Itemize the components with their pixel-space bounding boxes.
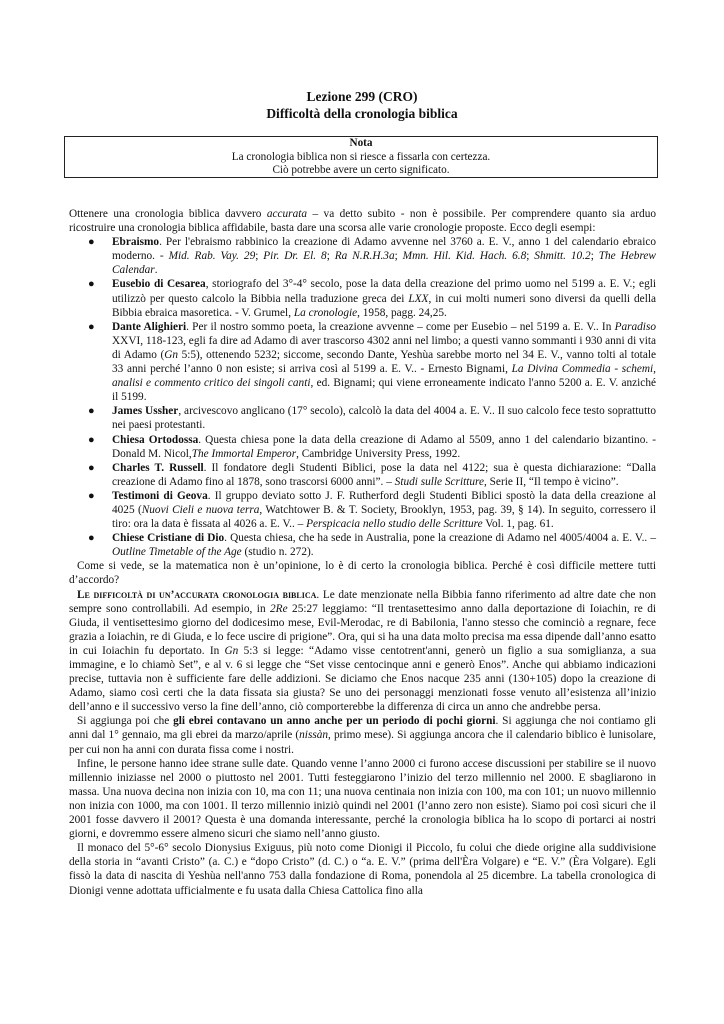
item-citation: Paradiso <box>614 320 656 333</box>
item-citation: Pir. Dr. El. 8 <box>263 250 327 263</box>
item-text: . Questa chiesa pone la data della creazione di Adamo al 5509, anno 1 del calendario bizantino. - Donald M. Nicol, <box>112 433 657 460</box>
list-item <box>69 489 656 531</box>
paragraph-monaco: Il monaco del 5°-6° secolo Dionysius Exiguus, più noto come Dionigi il Piccolo, fu colui che diede origine alla suddivisione della storia in “avanti Cristo” (a. C.) e “dopo Cristo” (d. C.) o “a. E. V.” (prima dell'Èra Volgare) e “E. V.” (Èra Volgare). Egli fissò la data di nascita di Yeshùa nell'anno 753 dalla fondazione di Roma, ponendola al 25 dicembre. La tabella cronologica di Dionigi venne adottata ufficialmente e fu usata dalla Chiesa Cattolica fino alla <box>69 842 656 897</box>
bullet-icon: ● <box>88 278 95 291</box>
item-text: 5:5), ottenendo 5232; siccome, secondo Dante, Yeshùa sarebbe morto nel 34 E. V., vanno tolti al totale 33 anni perché l’anno 0 non esiste; si arriva così al 5199 a. E. V.. - Ernesto Bignami, <box>112 348 656 376</box>
item-citation: La Divina Commedia - schemi, analisi e commento critico dei singoli canti <box>112 363 656 390</box>
intro-text-2: – va detto subito - non è possibile. Per comprendere quanto sia arduo ricostruire una cronologia biblica affidabile, basta dare una scorsa alle varie cronologie proposte. Ecco degli esempi: <box>69 208 656 235</box>
bullet-icon: ● <box>88 405 95 418</box>
item-text: Vol. 1, pag. 61. <box>482 518 554 531</box>
paragraph-infine: Infine, le persone hanno idee strane sulle date. Quando venne l’anno 2000 ci furono accese discussioni per stabilire se il nuovo millennio iniziasse nel 2000 o piuttosto nel 2001. Tutti festeggiarono l’inizio del terzo millennio nel 2000. E sbagliarono in massa. Una nuova decina non inizia con 10, ma con 11; una nuova centinaia non inizia con 100, ma con 101; un nuovo millennio non inizia con 1000, ma con 1001. Il terzo millennio iniziò quindi nel 2001 (l’anno zero non esiste). Siamo poi così sicuri che il 2001 fosse davvero il 2001? Questa è una domanda interessante, perché la cronologia biblica ha lo scopo di portarci ai nostri giorni, e dovremmo essere almeno sicuri che siamo nell’anno giusto. <box>69 757 656 841</box>
item-name: Charles T. Russell <box>112 461 204 474</box>
list-item <box>69 433 656 461</box>
item-text: , Cambridge University Press, 1992. <box>296 447 461 460</box>
list-item <box>69 320 656 405</box>
intro-paragraph <box>69 207 656 235</box>
item-text: , ed. Bignami; qui viene erroneamente indicato l'anno 5200 a. E. V. anziché il 5199. <box>112 377 656 404</box>
item-citation: LXX <box>408 292 429 305</box>
item-text: , storiografo del 3°-4° secolo, pose la data della creazione del primo uomo nel 5199 a. E. V.; egli utilizzò per questo calcolo la Bibbia nella traduzione greca dei <box>112 278 656 305</box>
book-reference: Gn <box>224 644 239 657</box>
list-item <box>69 461 656 489</box>
item-name: Dante Alighieri <box>112 320 187 333</box>
item-citation: Studi sulle Scritture <box>394 475 484 488</box>
bullet-icon: ● <box>88 236 95 249</box>
item-citation: La cronologie <box>293 306 358 319</box>
item-citation: Perspicacia nello studio delle Scritture <box>306 518 483 531</box>
item-text: , Watchtower B. & T. Society, Brooklyn, 1953, pag. 39, § 14). In seguito, corressero il tiro: ora la data è fissata al 4026 a. E. V.. – <box>112 503 656 531</box>
item-text: ; <box>255 250 264 263</box>
item-text: . <box>154 264 158 277</box>
item-text: ; <box>526 250 535 263</box>
item-name: Chiese Cristiane di Dio <box>112 532 225 545</box>
highlight-text: gli ebrei contavano un anno anche per un periodo di pochi giorni <box>173 715 496 728</box>
document-body <box>69 207 656 898</box>
list-item <box>69 235 656 277</box>
item-name: Ebraismo <box>112 236 160 249</box>
bullet-icon: ● <box>88 461 95 474</box>
bullet-icon: ● <box>88 532 95 545</box>
note-line-2: Ciò potrebbe avere un certo significato. <box>272 164 450 176</box>
note-box <box>64 136 658 178</box>
paragraph-ebrei <box>69 714 656 756</box>
paragraph-text: Si aggiunga poi che <box>77 715 174 728</box>
chronology-list <box>69 235 656 559</box>
item-text: (studio n. 272). <box>241 546 314 559</box>
item-text: , Serie II, “Il tempo è vicino”. <box>484 475 619 488</box>
note-line-1: La cronologia biblica non si riesce a fissarla con certezza. <box>231 150 491 163</box>
list-item <box>69 531 656 559</box>
item-text: , 1958, pagg. 24,25. <box>357 306 447 319</box>
item-text: XXVI, 118-123, egli fa dire ad Adamo di aver trascorso 4302 anni nel limbo; a questi vanno sommanti i 930 anni di vita di Adamo ( <box>112 334 656 361</box>
paragraph-text: . Le date menzionate nella Bibbia fanno riferimento ad altre date che non sempre sono controllabili. Ad esempio, in <box>69 588 656 615</box>
item-text: , arcivescovo anglicano (17° secolo), calcolò la data del 4004 a. E. V.. Il suo calcolo fece testo soprattutto nei paesi protestanti. <box>112 405 656 432</box>
item-citation: Gn <box>164 348 179 361</box>
item-citation: Shmitt. 10.2 <box>534 250 591 263</box>
item-text: ; <box>326 250 335 263</box>
paragraph-text: 25:27 leggiamo: “Il trentasettesimo anno dalla deportazione di Ioiachin, re di Giuda, il ventisettesimo giorno del dodicesimo mese, Evil-Merodac, re di Babilonia, l'anno stesso che cominciò a regnare, fece grazia a Ioiachin, re di Giuda, e lo fece uscire di prigione”. Ora, qui si ha una data molto precisa ma essa dipende dall’anno esatto in cui Ioiachin fu deportato. In <box>69 602 656 657</box>
item-citation: The Hebrew Calendar <box>112 250 656 277</box>
item-text: , in cui molti numeri sono diversi da quelli della Bibbia ebraica masoretica. - V. Grumel, <box>112 292 656 319</box>
paragraph-after-list: Come si vede, se la matematica non è un’opinione, lo è di certo la cronologia biblica. Perché è così difficile mettere tutti d’accordo? <box>69 560 656 587</box>
item-name: James Ussher <box>112 405 179 418</box>
item-name: Chiesa Ortodossa <box>112 433 199 446</box>
item-citation: Ra N.R.H.3a <box>334 250 395 263</box>
item-name: Eusebio di Cesarea <box>112 278 206 291</box>
hebrew-term: nissàn <box>299 729 329 742</box>
intro-text: Ottenere una cronologia biblica davvero <box>69 208 267 220</box>
item-text: . Il gruppo deviato sotto J. F. Rutherford degli Studenti Biblici spostò la data della creazione al 4025 ( <box>112 489 656 516</box>
item-name: Testimoni di Geova <box>112 489 208 502</box>
page-title: Lezione 299 (CRO) <box>306 89 418 104</box>
item-citation: Outline Timetable of the Age <box>112 546 242 559</box>
item-text: ; <box>394 250 403 263</box>
paragraph-text: , primo mese). Si aggiunga ancora che il calendario biblico è lunisolare, per cui non ha anni con durata fissa come i nostri. <box>69 729 656 756</box>
item-citation: The Immortal Emperor <box>191 447 297 460</box>
note-heading: Nota <box>349 137 373 149</box>
item-text: . Questa chiesa, che ha sede in Australia, pone la creazione di Adamo nel 4005/4004 a. E. V.. – <box>224 532 656 545</box>
paragraph-text: . Si aggiunga che noi contiamo gli anni dal 1° gennaio, ma gli ebrei da marzo/aprile ( <box>69 715 656 742</box>
page-subtitle: Difficoltà della cronologia biblica <box>266 106 458 121</box>
bullet-icon: ● <box>88 320 95 333</box>
item-text: . Il fondatore degli Studenti Biblici, pose la data nel 4122; sua è questa dichiarazione: “Dalla creazione di Adamo fino al 1878, sono trascorsi 6000 anni”. – <box>112 461 656 488</box>
section-lead: Le difficoltà di un’accurata cronologia biblica <box>77 588 317 601</box>
paragraph-difficolta <box>69 588 656 715</box>
bullet-icon: ● <box>88 489 95 502</box>
book-reference: 2Re <box>270 602 288 615</box>
intro-emphasis: accurata <box>266 208 308 220</box>
item-text: ; <box>590 250 599 263</box>
item-citation: Nuovi Cieli e nuova terra <box>141 503 260 516</box>
list-item <box>69 277 656 319</box>
item-citation: Mid. Rab. Vay. 29 <box>168 250 256 263</box>
item-citation: Mmn. Hil. Kid. Hach. 6.8 <box>402 250 527 263</box>
item-text: . Per l'ebraismo rabbinico la creazione di Adamo avvenne nel 3760 a. E. V., anno 1 del calendario ebraico moderno. - <box>112 236 656 263</box>
bullet-icon: ● <box>88 433 95 446</box>
paragraph-text: 5:3 si legge: “Adamo visse centotrent'anni, generò un figlio a sua somiglianza, a sua immagine, e lo chiamò Set”, e al v. 6 si legge che “Set visse centocinque anni e generò Enos”. Anche qui abbiamo indicazioni precise, tuttavia non è sufficiente fare delle addizioni. Se diciamo che Enos nacque 235 anni (130+105) dopo la creazione di Adamo, siamo così certi che la data fissata sia giusta? Se uno dei personaggi menzionati fosse venuto all’esistenza all’inizio dell’anno e il successivo verso la fine dell’anno, ciò comporterebbe la differenza di circa un anno che andrebbe persa. <box>69 644 656 714</box>
item-text: . Per il nostro sommo poeta, la creazione avvenne – come per Eusebio – nel 5199 a. E. V.. In <box>186 320 615 333</box>
list-item <box>69 404 656 432</box>
